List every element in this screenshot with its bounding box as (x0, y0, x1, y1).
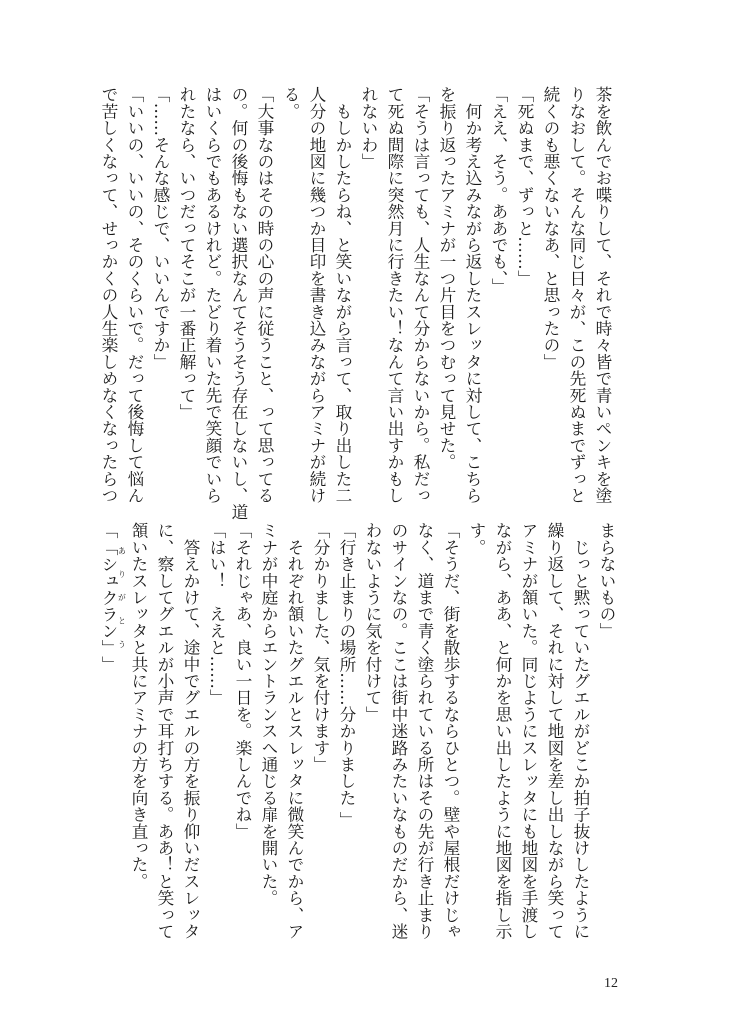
text-column: ミナが中庭からエントランスへ通じる扉を開いた。 (259, 522, 279, 907)
text-column: もしかしたらね、と笑いながら言って、取り出した二 (333, 86, 353, 504)
text-column: 繰り返して、それに対して地図を差し出しながら笑って (545, 522, 565, 940)
text-column: まらないもの」 (597, 522, 617, 639)
ruby-word (99, 538, 127, 656)
text-column: 「死ぬまで、ずっと……」 (515, 86, 535, 287)
text-column-ruby (96, 522, 126, 932)
text-column: て死ぬ間際に突然月に行きたい！なんて言い出すかもし (385, 86, 405, 504)
text-column: アミナが頷いた。同じようにスレッタにも地図を手渡し (519, 522, 539, 940)
text-column: はいくらでもあるけれど。たどり着いた先で笑顔でいら (203, 86, 223, 504)
page-number: 12 (604, 976, 618, 991)
text-column: 何か考え込みながら返したスレッタに対して、こちら (463, 86, 483, 504)
text-column: のサインなの。ここは街中迷路みたいなものだから、迷 (389, 522, 409, 940)
text-column: 続くのも悪くないなあ、と思ったの」 (541, 86, 561, 370)
text-column: を振り返ったアミナが一つ片目をつむって見せた。 (437, 86, 457, 471)
text-column: に、察してグエルが小声で耳打ちする。ああ！と笑って (155, 522, 175, 940)
text-column: りなおして。そんな同じ日々が、この先死ぬまでずっと (567, 86, 587, 504)
text-column: 答えかけて、途中でグエルの方を振り仰いだスレッタ (181, 522, 201, 940)
text-column: なく、道まで青く塗られている所はその先が行き止まり (415, 522, 435, 940)
quote-open: 「 (99, 522, 119, 539)
text-column: す。 (467, 522, 487, 556)
text-column: 「そうだ、街を散歩するならひとつ。壁や屋根だけじゃ (441, 522, 461, 940)
quote-close: 」 (99, 655, 119, 673)
text-column: る。 (281, 86, 301, 120)
text-column: 「……そんな感じで、いいんですか」 (151, 86, 171, 370)
ruby-text: ありがとう (117, 538, 127, 656)
lower-text-block (96, 522, 620, 940)
text-column: れたなら、いつだってそこが一番正解って」 (177, 86, 197, 420)
text-column: 「行き止まりの場所……分かりました 」 (337, 522, 357, 828)
text-column: ながら、ああ、と何かを思い出したように地図を指し示 (493, 522, 513, 940)
text-column: で苦しくなって、せっかくの人生楽しめなくなったらつ (99, 86, 119, 504)
ruby-base: 「シュクラン」 (99, 538, 119, 656)
text-column: それぞれ頷いたグエルとスレッタに微笑んでから、ア (285, 522, 305, 940)
text-column: じっと黙っていたグエルがどこか拍子抜けしたように (571, 522, 591, 940)
text-column: 頷いたスレッタと共にアミナの方を向き直った。 (129, 522, 149, 890)
text-column: 「分かりました、気を付けます」 (311, 522, 331, 773)
upper-text-block (96, 86, 616, 521)
text-column: 「そうは言っても、人生なんて分からないから。私だっ (411, 86, 431, 504)
text-column: 「はい！ ええと……」 (207, 522, 227, 706)
text-column: 「ええ、そう。ああでも、」 (489, 86, 509, 295)
text-column: 「大事なのはその時の心の声に従うこと、って思ってる (255, 86, 275, 504)
text-column: 人分の地図に幾つか目印を書き込みながらアミナが続け (307, 86, 327, 504)
text-column: わないように気を付けて」 (363, 522, 383, 723)
text-column: の。何の後悔もない選択なんてそうそう存在しないし、道 (229, 86, 249, 521)
text-column: 「いいの、いいの、そのくらいで。だって後悔して悩ん (125, 86, 145, 504)
text-column: れないわ」 (359, 86, 379, 170)
text-column: 茶を飲んでお喋りして、それで時々皆で青いペンキを塗 (593, 86, 613, 504)
text-column: 「それじゃあ、良い一日を。楽しんでね」 (233, 522, 253, 840)
